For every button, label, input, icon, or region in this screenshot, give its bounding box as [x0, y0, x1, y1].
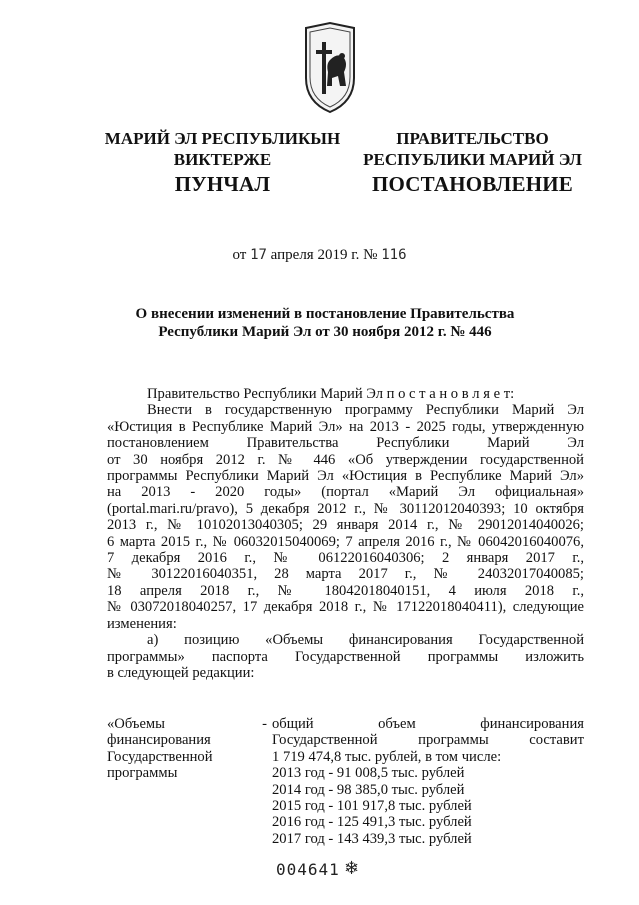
financing-year: 2014 год - 98 385,0 тыс. рублей — [272, 781, 465, 798]
doc-number: 116 — [381, 247, 407, 263]
resolve-line: Правительство Республики Марий Эл п о с т а н о в л я е т: — [147, 386, 515, 402]
body-line: Внести в государственную программу Республики Марий Эл — [147, 402, 584, 419]
item-a-line: а) позицию «Объемы финансирования Государственной — [147, 632, 584, 649]
coat-of-arms-icon — [300, 20, 360, 116]
financing-label-line: финансирования — [107, 732, 211, 749]
header-left-org — [100, 128, 345, 170]
title-line2: Республики Марий Эл от 30 ноября 2012 г. № 446 — [158, 324, 492, 340]
date-rest: апреля 2019 г. № — [270, 247, 378, 263]
financing-dash: - — [262, 716, 267, 732]
body-line: изменения: — [107, 615, 177, 632]
item-a-paragraph — [107, 632, 584, 681]
financing-year: 2017 год - 143 439,3 тыс. рублей — [272, 830, 472, 847]
header-right-org-line1: ПРАВИТЕЛЬСТВО — [396, 129, 549, 148]
header-right-org-line2: РЕСПУБЛИКИ МАРИЙ ЭЛ — [363, 150, 582, 169]
financing-year: 2013 год - 91 008,5 тыс. рублей — [272, 765, 465, 782]
body-line: 2013 г., № 10102013040305; 29 января 2014 г., № 29012014040026; — [107, 517, 584, 534]
financing-line: 1 719 474,8 тыс. рублей, в том числе: — [272, 748, 502, 765]
financing-label-line: программы — [107, 765, 178, 782]
date-prefix: от — [232, 247, 247, 263]
item-a-line: в следующей редакции: — [107, 664, 255, 681]
doc-type-left: ПУНЧАЛ — [174, 172, 271, 196]
date-line — [0, 247, 639, 264]
body-line: № 30122016040351, 28 марта 2017 г., № 24032017040085; — [107, 566, 584, 583]
body-line: № 03072018040257, 17 декабря 2018 г., № 17122018040411), следующие — [107, 599, 584, 616]
item-a-line: программы» паспорта Государственной программы изложить — [107, 648, 584, 665]
financing-label-line: «Объемы — [107, 716, 165, 732]
financing-line: Государственной программы составит — [272, 732, 584, 749]
header-left-org-line2: ВИКТЕРЖЕ — [173, 150, 272, 169]
financing-line: общий объем финансирования — [272, 716, 584, 732]
document-body — [107, 386, 584, 681]
serial-number: 004641 — [276, 860, 340, 879]
financing-year: 2016 год - 125 491,3 тыс. рублей — [272, 814, 472, 831]
financing-label-line: Государственной — [107, 748, 213, 765]
financing-year: 2015 год - 101 917,8 тыс. рублей — [272, 798, 472, 815]
body-line: программы Республики Марий Эл «Юстиция в Республике Марий Эл» — [107, 468, 584, 485]
snowflake-icon: ❄ — [344, 858, 360, 878]
doc-type-right: ПОСТАНОВЛЕНИЕ — [371, 172, 574, 196]
financing-values — [272, 716, 584, 847]
header-right-org — [360, 128, 585, 170]
body-line: от 30 ноября 2012 г. № 446 «Об утверждении государственной — [107, 451, 584, 468]
body-line: на 2013 - 2020 годы» (портал «Марий Эл официальная» — [107, 484, 584, 501]
body-line: 7 декабря 2016 г., № 06122016040306; 2 января 2017 г., — [107, 550, 584, 567]
date-day: 17 — [250, 247, 267, 263]
financing-label — [107, 716, 257, 782]
body-line: (portal.mari.ru/pravo), 5 декабря 2012 г., № 30112012040393; 10 октября — [107, 500, 584, 517]
main-paragraph — [107, 402, 584, 632]
body-line: 6 марта 2015 г., № 06032015040069; 7 апреля 2016 г., № 06042016040076, — [107, 533, 584, 550]
body-line: постановлением Правительства Республики Марий Эл — [107, 435, 584, 452]
title-line1: О внесении изменений в постановление Правительства — [135, 306, 515, 322]
body-line: «Юстиция в Республике Марий Эл» на 2013 - 2025 годы, утвержденную — [107, 418, 584, 435]
header-left-org-line1: МАРИЙ ЭЛ РЕСПУБЛИКЫН — [104, 129, 341, 148]
body-line: 18 апреля 2018 г., № 18042018040151, 4 июля 2018 г., — [107, 582, 584, 599]
document-title — [90, 305, 560, 341]
